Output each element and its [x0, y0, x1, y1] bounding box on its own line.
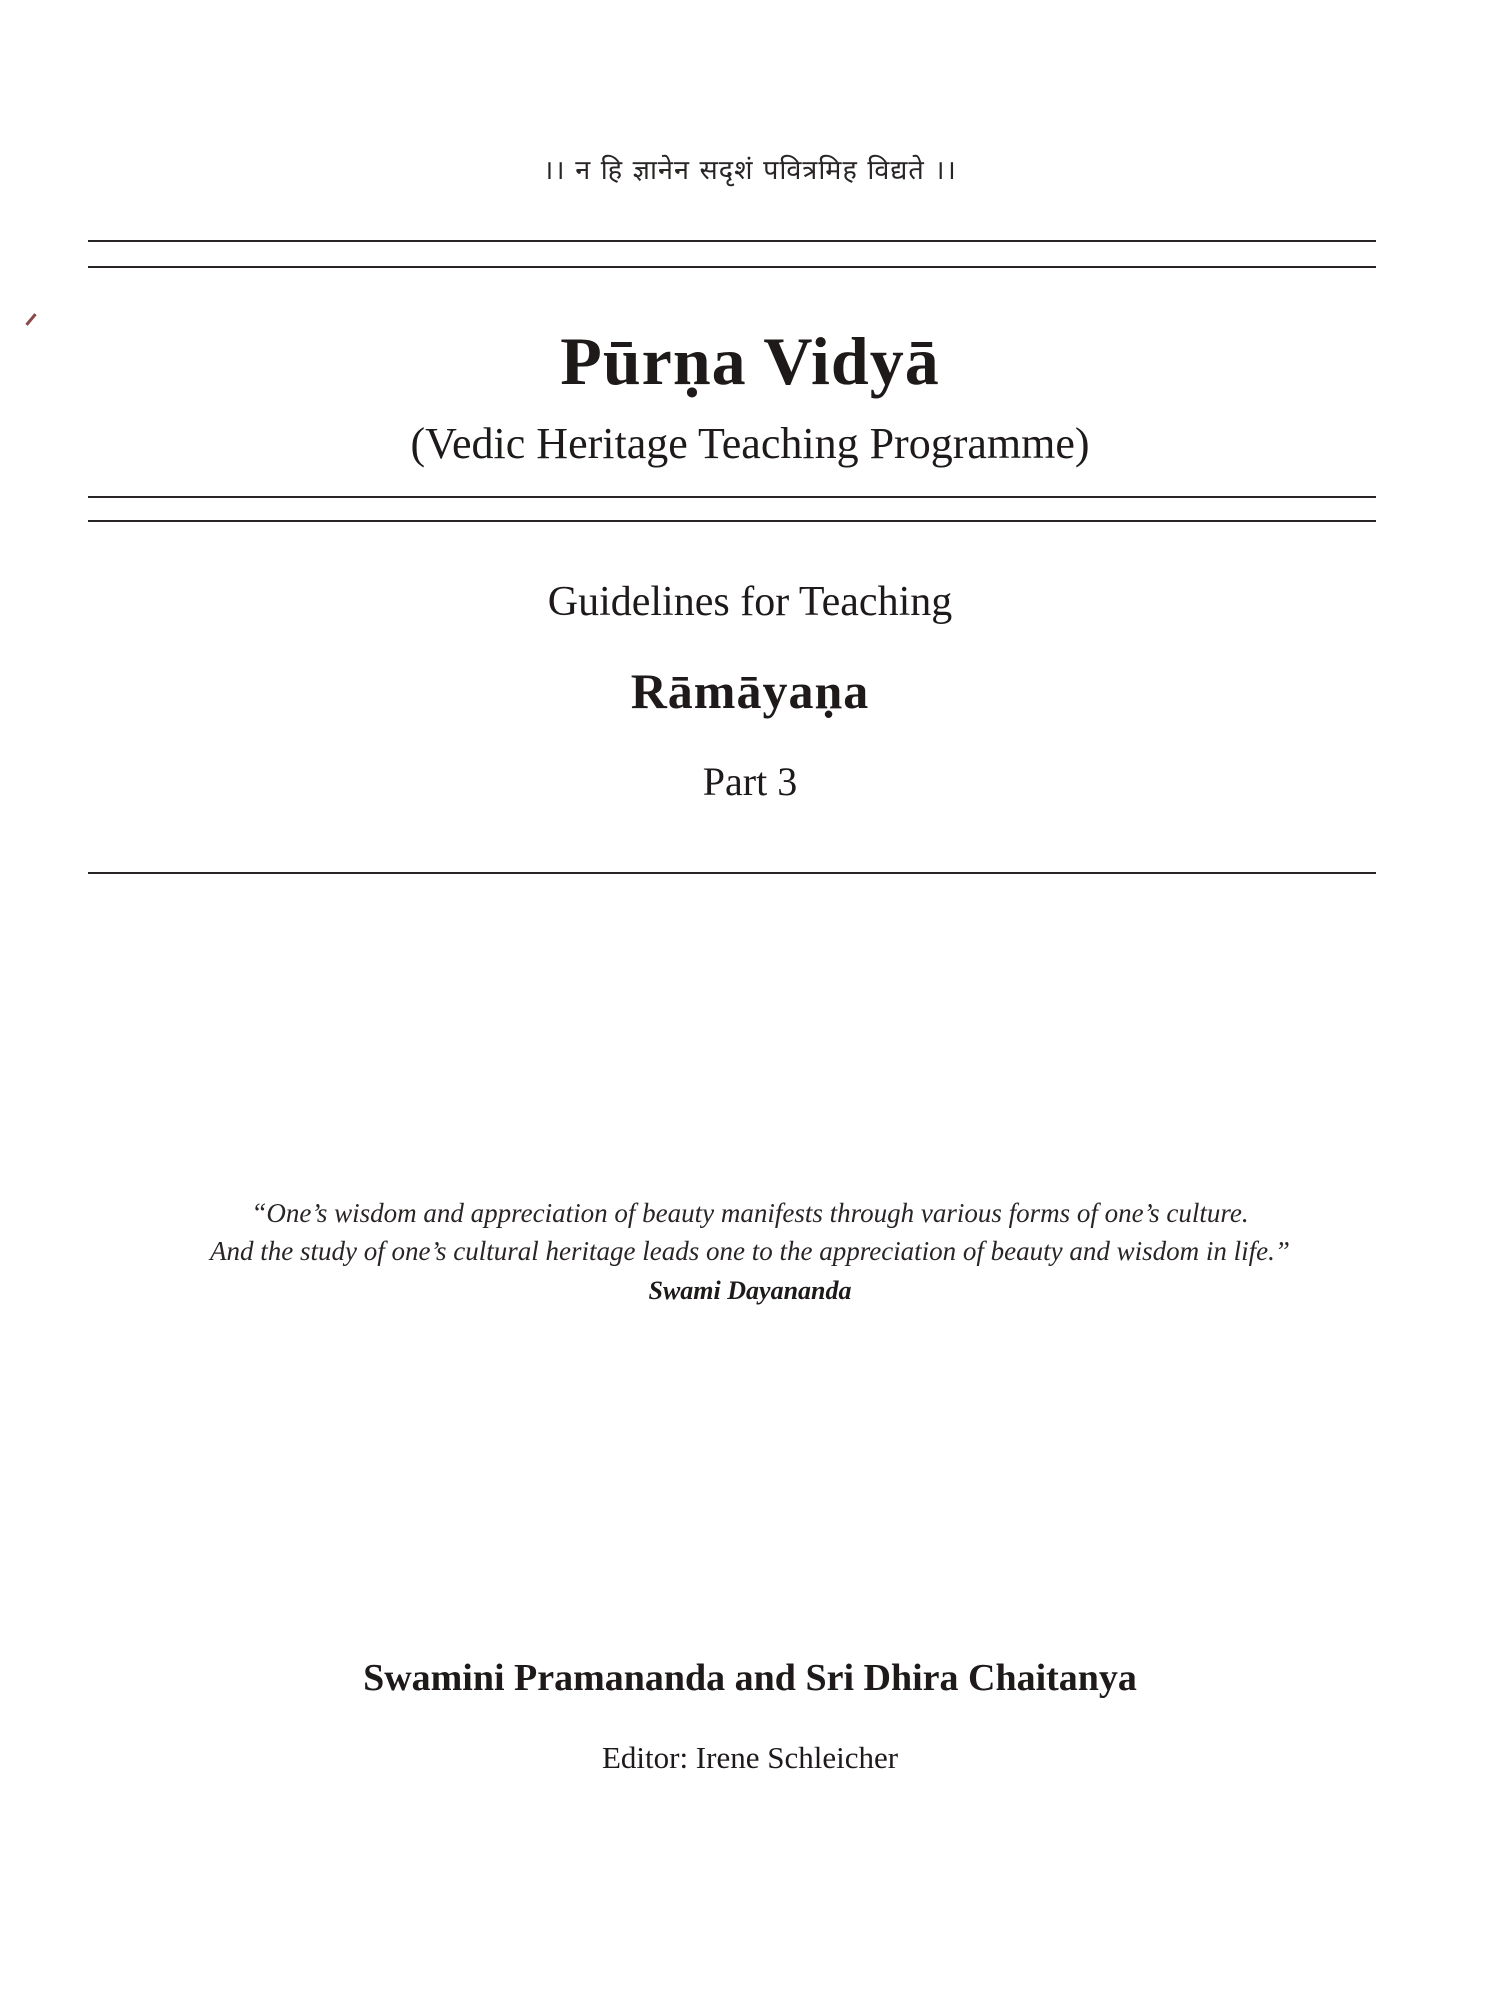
subtitle: (Vedic Heritage Teaching Programme) — [410, 419, 1090, 468]
part-label: Part 3 — [702, 759, 798, 804]
authors: Swamini Pramananda and Sri Dhira Chaitanya — [363, 1657, 1137, 1699]
divider-rule — [88, 496, 1376, 498]
divider-rule — [88, 520, 1376, 522]
sanskrit-verse: ।। न हि ज्ञानेन सदृशं पवित्रमिह विद्यते ।। — [543, 155, 957, 186]
divider-rule — [88, 266, 1376, 268]
book-title: Rāmāyaṇa — [630, 663, 870, 719]
quote-line: And the study of one’s cultural heritage leads one to the appreciation of beauty and wisdom in life.” — [210, 1236, 1290, 1266]
divider-rule — [88, 240, 1376, 242]
guidelines-heading: Guidelines for Teaching — [547, 579, 953, 625]
divider-rule — [88, 872, 1376, 874]
quote-author: Swami Dayananda — [648, 1276, 852, 1305]
quote-line: “One’s wisdom and appreciation of beauty manifests through various forms of one’s culture. — [251, 1198, 1249, 1228]
editor-credit: Editor: Irene Schleicher — [601, 1740, 899, 1775]
main-title: Pūrṇa Vidyā — [560, 323, 940, 399]
